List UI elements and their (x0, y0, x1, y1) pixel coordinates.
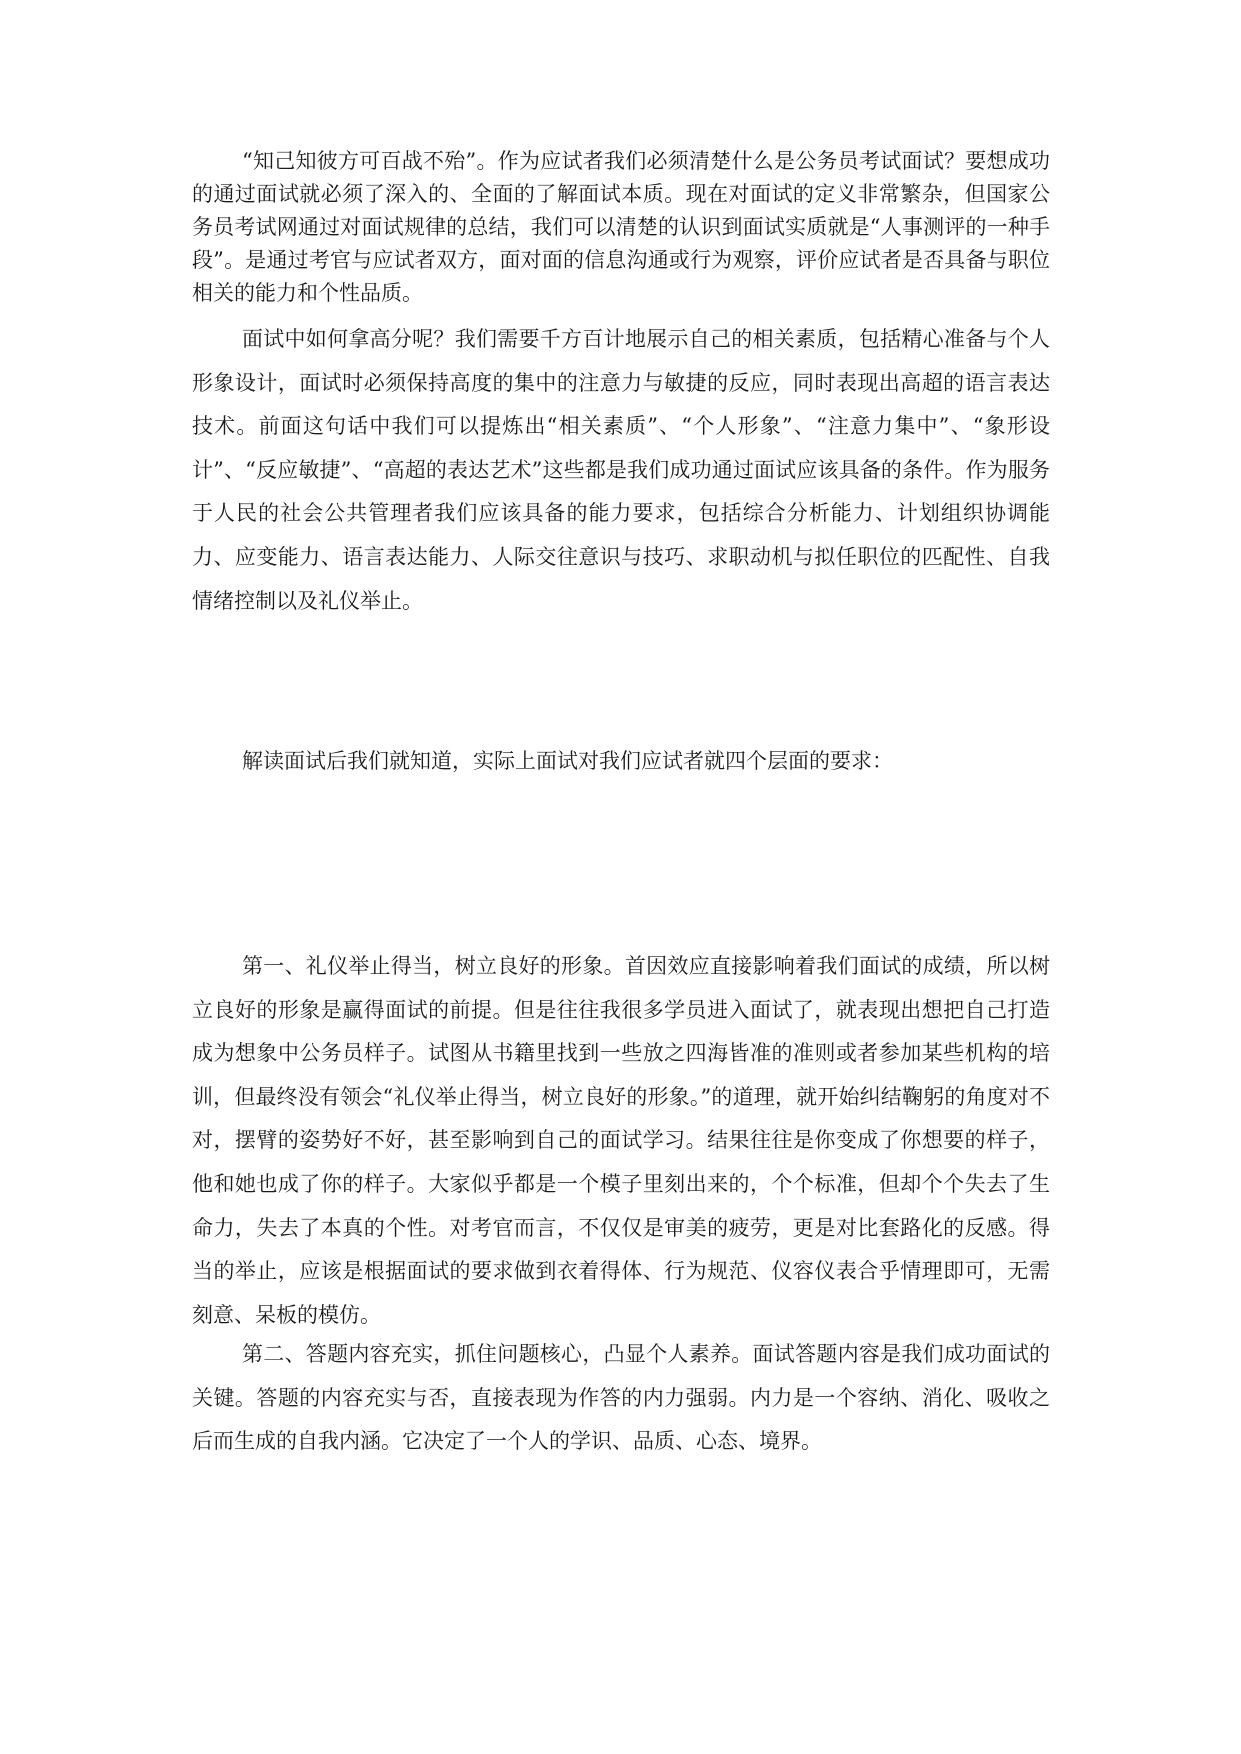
paragraph-high-score: 面试中如何拿高分呢？我们需要千方百计地展示自己的相关素质，包括精心准备与个人形象设计，面试时必须保持高度的集中的注意力与敏捷的反应，同时表现出高超的语言表达技术。前面这句话中我们可以提炼出“相关素质”、“个人形象”、“注意力集中”、“象形设计”、“反应敏捷”、“高超的表达艺术”这些都是我们成功通过面试应该具备的条件。作为服务于人民的社会公共管理者我们应该具备的能力要求，包括综合分析能力、计划组织协调能力、应变能力、语言表达能力、人际交往意识与技巧、求职动机与拟任职位的匹配性、自我情绪控制以及礼仪举止。 (192, 327, 1050, 613)
paragraph-four-levels-intro: 解读面试后我们就知道，实际上面试对我们应试者就四个层面的要求： (242, 749, 893, 773)
paragraph-first-etiquette: 第一、礼仪举止得当，树立良好的形象。首因效应直接影响着我们面试的成绩，所以树立良好的形象是赢得面试的前提。但是往往我很多学员进入面试了，就表现出想把自己打造成为想象中公务员样子。试图从书籍里找到一些放之四海皆准的准则或者参加某些机构的培训，但最终没有领会“礼仪举止得当，树立良好的形象。”的道理，就开始纠结鞠躬的角度对不对，摆臂的姿势好不好，甚至影响到自己的面试学习。结果往往是你变成了你想要的样子，他和她也成了你的样子。大家似乎都是一个模子里刻出来的，个个标准，但却个个失去了生命力，失去了本真的个性。对考官而言，不仅仅是审美的疲劳，更是对比套路化的反感。得当的举止，应该是根据面试的要求做到衣着得体、行为规范、仪容仪表合乎情理即可，无需刻意、呆板的模仿。 (192, 954, 1050, 1327)
paragraph-second-content: 第二、答题内容充实，抓住问题核心，凸显个人素养。面试答题内容是我们成功面试的关键。答题的内容充实与否，直接表现为作答的内力强弱。内力是一个容纳、消化、吸收之后而生成的自我内涵。它决定了一个人的学识、品质、心态、境界。 (192, 1342, 1050, 1454)
paragraph-interview-definition: “知己知彼方可百战不殆”。作为应试者我们必须清楚什么是公务员考试面试？要想成功的通过面试就必须了深入的、全面的了解面试本质。现在对面试的定义非常繁杂，但国家公务员考试网通过对面试规律的总结，我们可以清楚的认识到面试实质就是“人事测评的一种手段”。是通过考官与应试者双方，面对面的信息沟通或行为观察，评价应试者是否具备与职位相关的能力和个性品质。 (192, 149, 1050, 305)
